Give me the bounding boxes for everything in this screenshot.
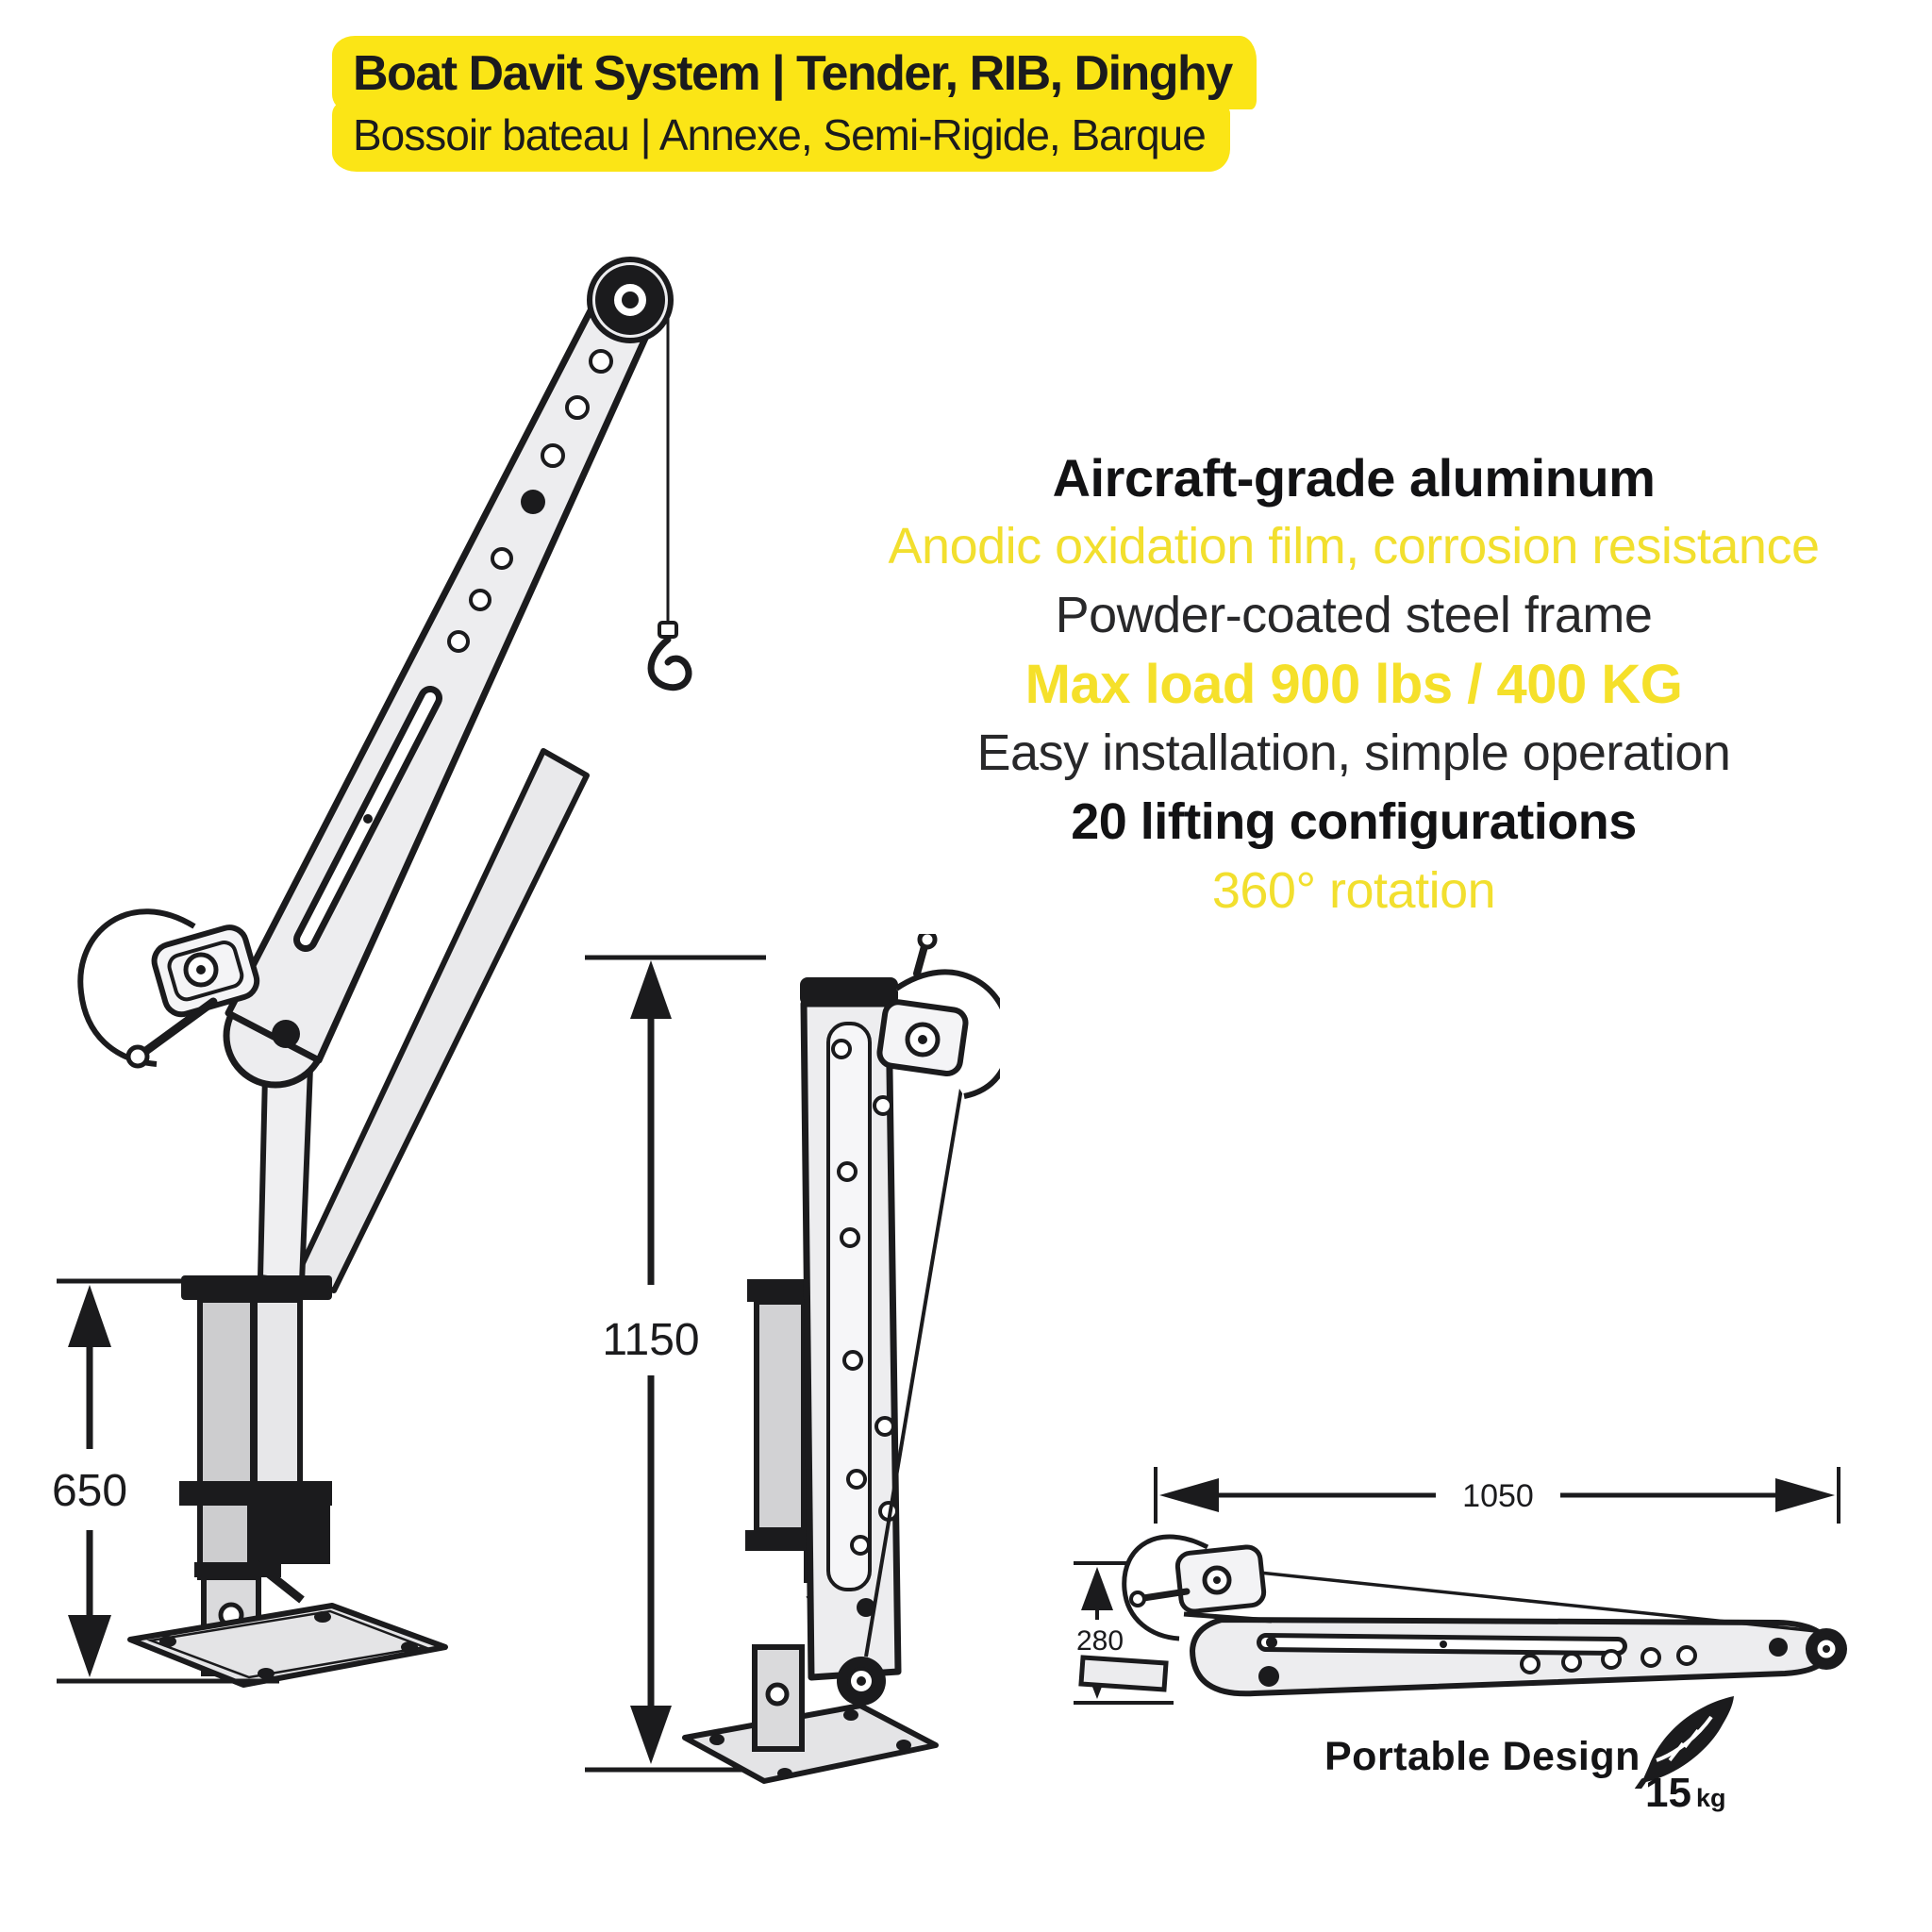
- feature-rotation: 360° rotation: [1211, 862, 1496, 919]
- weight-value: 15: [1645, 1770, 1691, 1816]
- dimension-1150: [585, 958, 766, 1770]
- weight-badge: [1645, 1770, 1725, 1817]
- bottom-pulley: [837, 1657, 886, 1706]
- end-pulley: [1806, 1628, 1847, 1670]
- dimension-1050-label: 1050: [1462, 1478, 1534, 1514]
- post-junction-box: [247, 1506, 330, 1564]
- product-title-fr: Bossoir bateau | Annexe, Semi-Rigide, Barque: [332, 104, 1230, 172]
- feature-powder-coat: Powder-coated steel frame: [1055, 587, 1653, 643]
- portable-design-label: Portable Design: [1324, 1734, 1641, 1779]
- feature-configurations: 20 lifting configurations: [1071, 793, 1637, 850]
- feature-anodic: Anodic oxidation film, corrosion resistance: [888, 518, 1820, 575]
- boom-folded: [800, 977, 962, 1706]
- boom-pivot-hole: [272, 1020, 300, 1048]
- dimension-1150-label: 1150: [602, 1315, 700, 1365]
- feature-max-load: Max load 900 lbs / 400 KG: [1024, 654, 1683, 715]
- dimension-280-label: 280: [1075, 1625, 1124, 1657]
- dimension-650-label: 650: [51, 1466, 128, 1516]
- arm-body: [1192, 1620, 1847, 1693]
- cable-and-hook: [651, 316, 689, 688]
- feature-list: [792, 443, 1915, 925]
- winch: [878, 934, 1000, 1096]
- hook-icon: [651, 640, 689, 688]
- top-pulley: [595, 265, 665, 335]
- dimension-1050: [1156, 1467, 1839, 1524]
- davit-folded-drawing: [453, 934, 1000, 1792]
- arm-slot: [1266, 1637, 1618, 1648]
- hook-swivel: [659, 623, 676, 637]
- davit-arm-folded-drawing: [1066, 1457, 1896, 1740]
- title-block: [332, 36, 1257, 172]
- boom-inner-panel: [828, 1024, 870, 1590]
- product-title-en: Boat Davit System | Tender, RIB, Dinghy: [332, 36, 1257, 109]
- weight-unit: kg: [1695, 1784, 1726, 1812]
- base-plate: [130, 1606, 445, 1685]
- feature-installation: Easy installation, simple operation: [976, 724, 1731, 781]
- post-mid-collar: [179, 1481, 332, 1506]
- folded-arm-end: [1081, 1657, 1166, 1690]
- post-inner-cylinder: [255, 1300, 300, 1485]
- feature-material: Aircraft-grade aluminum: [1052, 448, 1656, 508]
